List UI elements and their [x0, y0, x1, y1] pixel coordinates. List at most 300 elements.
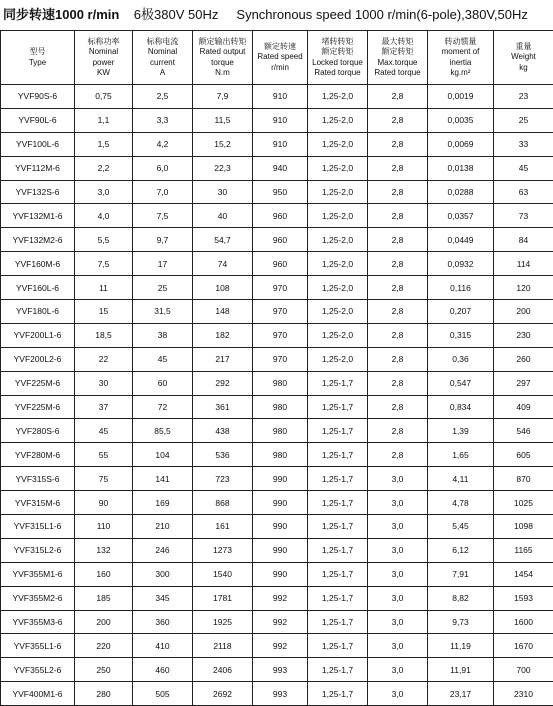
- table-row: [1, 658, 553, 682]
- table-cell: 2,8: [368, 204, 428, 228]
- table-cell: 1925: [193, 610, 253, 634]
- table-cell: 31,5: [133, 300, 193, 324]
- table-cell: 2,8: [368, 300, 428, 324]
- table-cell: 30: [75, 371, 133, 395]
- table-cell: 3,0: [75, 180, 133, 204]
- table-cell: 2,8: [368, 85, 428, 109]
- table-cell: 1,25-2,0: [308, 108, 368, 132]
- table-cell: 361: [193, 395, 253, 419]
- table-row: [1, 467, 553, 491]
- table-row: [1, 347, 553, 371]
- table-cell: 910: [253, 132, 308, 156]
- table-cell: 990: [253, 491, 308, 515]
- table-cell: 25: [133, 276, 193, 300]
- column-header-line: Nominal: [75, 47, 132, 58]
- column-header-line: Rated torque: [308, 68, 367, 79]
- table-cell: 992: [253, 610, 308, 634]
- motor-spec-table: [0, 30, 553, 706]
- table-cell: YVF90S-6: [1, 85, 75, 109]
- table-cell: 3,0: [368, 562, 428, 586]
- table-cell: 4,11: [428, 467, 494, 491]
- table-cell: 2,8: [368, 252, 428, 276]
- table-cell: 2,8: [368, 132, 428, 156]
- table-cell: 1,25-1,7: [308, 658, 368, 682]
- table-row: [1, 276, 553, 300]
- table-cell: 104: [133, 443, 193, 467]
- table-cell: 3,0: [368, 515, 428, 539]
- table-cell: 980: [253, 395, 308, 419]
- column-header-line: 标称电流: [133, 37, 192, 48]
- column-header-line: kg.m²: [428, 68, 493, 79]
- table-cell: 2,8: [368, 419, 428, 443]
- table-cell: 8,82: [428, 586, 494, 610]
- table-cell: 6,0: [133, 156, 193, 180]
- table-cell: 3,0: [368, 586, 428, 610]
- table-row: [1, 323, 553, 347]
- table-cell: 63: [494, 180, 553, 204]
- table-cell: 1,25-2,0: [308, 347, 368, 371]
- table-row: [1, 538, 553, 562]
- column-header: [193, 31, 253, 85]
- table-cell: 182: [193, 323, 253, 347]
- table-cell: YVF180L-6: [1, 300, 75, 324]
- table-cell: 2,8: [368, 228, 428, 252]
- table-cell: YVF112M-6: [1, 156, 75, 180]
- column-header-line: 最大转矩: [368, 37, 427, 48]
- column-header-line: KW: [75, 68, 132, 79]
- table-cell: 7,5: [133, 204, 193, 228]
- table-cell: 2,8: [368, 156, 428, 180]
- table-cell: 11: [75, 276, 133, 300]
- table-cell: 246: [133, 538, 193, 562]
- table-cell: 260: [494, 347, 553, 371]
- table-row: [1, 586, 553, 610]
- table-cell: 980: [253, 419, 308, 443]
- column-header: [308, 31, 368, 85]
- table-cell: 960: [253, 228, 308, 252]
- table-cell: 950: [253, 180, 308, 204]
- table-cell: 40: [193, 204, 253, 228]
- table-cell: 4,2: [133, 132, 193, 156]
- table-cell: 990: [253, 467, 308, 491]
- table-row: [1, 252, 553, 276]
- table-cell: 1,25-2,0: [308, 204, 368, 228]
- table-cell: 7,91: [428, 562, 494, 586]
- column-header-line: 标称功率: [75, 37, 132, 48]
- table-cell: 990: [253, 538, 308, 562]
- table-cell: 1,25-2,0: [308, 228, 368, 252]
- table-cell: 148: [193, 300, 253, 324]
- table-cell: 3,0: [368, 610, 428, 634]
- table-cell: 292: [193, 371, 253, 395]
- table-cell: 220: [75, 634, 133, 658]
- title-spec-cn: 6极380V 50Hz: [134, 7, 219, 22]
- table-cell: 360: [133, 610, 193, 634]
- table-cell: 2,8: [368, 395, 428, 419]
- table-cell: 1,25-1,7: [308, 491, 368, 515]
- table-row: [1, 562, 553, 586]
- table-cell: 15: [75, 300, 133, 324]
- table-cell: 1,25-2,0: [308, 276, 368, 300]
- table-cell: 73: [494, 204, 553, 228]
- table-cell: 0,0019: [428, 85, 494, 109]
- table-cell: 0,0932: [428, 252, 494, 276]
- table-cell: 1,5: [75, 132, 133, 156]
- table-cell: 2310: [494, 682, 553, 706]
- table-cell: 22: [75, 347, 133, 371]
- table-cell: 37: [75, 395, 133, 419]
- table-cell: 1,25-1,7: [308, 610, 368, 634]
- column-header: [253, 31, 308, 85]
- table-cell: 11,91: [428, 658, 494, 682]
- table-cell: 0,547: [428, 371, 494, 395]
- table-cell: 45: [133, 347, 193, 371]
- table-cell: YVF100L-6: [1, 132, 75, 156]
- table-cell: 1098: [494, 515, 553, 539]
- column-header-line: A: [133, 68, 192, 79]
- table-cell: 2,2: [75, 156, 133, 180]
- table-cell: 0,0069: [428, 132, 494, 156]
- table-cell: 23,17: [428, 682, 494, 706]
- column-header: [428, 31, 494, 85]
- table-cell: 0,207: [428, 300, 494, 324]
- table-cell: 2406: [193, 658, 253, 682]
- table-cell: 0,834: [428, 395, 494, 419]
- header-row: [1, 31, 553, 85]
- table-cell: 3,3: [133, 108, 193, 132]
- table-cell: 409: [494, 395, 553, 419]
- table-cell: 1,25-2,0: [308, 85, 368, 109]
- table-cell: 1,25-1,7: [308, 586, 368, 610]
- table-cell: YVF315L1-6: [1, 515, 75, 539]
- table-cell: 25: [494, 108, 553, 132]
- table-cell: 1273: [193, 538, 253, 562]
- table-cell: YVF225M-6: [1, 371, 75, 395]
- table-cell: YVF355M1-6: [1, 562, 75, 586]
- table-cell: 546: [494, 419, 553, 443]
- table-cell: 280: [75, 682, 133, 706]
- table-cell: 1540: [193, 562, 253, 586]
- table-cell: 45: [75, 419, 133, 443]
- table-cell: 11,5: [193, 108, 253, 132]
- table-cell: 0,36: [428, 347, 494, 371]
- table-cell: 9,73: [428, 610, 494, 634]
- column-header-line: Locked torque: [308, 58, 367, 69]
- table-cell: 75: [75, 467, 133, 491]
- table-cell: 2,8: [368, 180, 428, 204]
- table-row: [1, 108, 553, 132]
- column-header: [494, 31, 553, 85]
- table-row: [1, 443, 553, 467]
- table-cell: 1,25-2,0: [308, 180, 368, 204]
- table-cell: 1,25-1,7: [308, 682, 368, 706]
- table-cell: 60: [133, 371, 193, 395]
- table-cell: 1670: [494, 634, 553, 658]
- column-header-line: Type: [1, 58, 74, 69]
- table-cell: 605: [494, 443, 553, 467]
- table-cell: 0,75: [75, 85, 133, 109]
- table-cell: 910: [253, 108, 308, 132]
- table-cell: 2,8: [368, 323, 428, 347]
- table-cell: YVF132S-6: [1, 180, 75, 204]
- table-cell: 54,7: [193, 228, 253, 252]
- table-cell: YVF315M-6: [1, 491, 75, 515]
- table-cell: YVF315S-6: [1, 467, 75, 491]
- table-row: [1, 300, 553, 324]
- table-cell: 0,315: [428, 323, 494, 347]
- table-cell: 3,0: [368, 682, 428, 706]
- table-row: [1, 156, 553, 180]
- column-header-line: 额定转矩: [368, 47, 427, 58]
- table-cell: YVF200L1-6: [1, 323, 75, 347]
- table-cell: 84: [494, 228, 553, 252]
- table-row: [1, 371, 553, 395]
- table-cell: YVF160M-6: [1, 252, 75, 276]
- column-header-line: inertia: [428, 58, 493, 69]
- table-cell: 250: [75, 658, 133, 682]
- table-cell: 7,5: [75, 252, 133, 276]
- table-cell: 1,25-1,7: [308, 467, 368, 491]
- table-cell: 3,0: [368, 491, 428, 515]
- table-cell: 1,25-1,7: [308, 371, 368, 395]
- table-cell: 2,5: [133, 85, 193, 109]
- table-cell: 992: [253, 586, 308, 610]
- table-cell: 161: [193, 515, 253, 539]
- column-header-line: Rated torque: [368, 68, 427, 79]
- column-header-line: 堵转转矩: [308, 37, 367, 48]
- table-cell: 992: [253, 634, 308, 658]
- table-row: [1, 515, 553, 539]
- table-cell: 1165: [494, 538, 553, 562]
- table-cell: 460: [133, 658, 193, 682]
- table-cell: 1,25-2,0: [308, 132, 368, 156]
- table-cell: 210: [133, 515, 193, 539]
- table-cell: 5,45: [428, 515, 494, 539]
- table-cell: 169: [133, 491, 193, 515]
- table-cell: YVF225M-6: [1, 395, 75, 419]
- table-cell: 200: [75, 610, 133, 634]
- column-header-line: 额定输出转矩: [193, 37, 252, 48]
- table-cell: 870: [494, 467, 553, 491]
- column-header-line: 型号: [1, 47, 74, 58]
- table-cell: 4,0: [75, 204, 133, 228]
- table-cell: 1,25-1,7: [308, 515, 368, 539]
- title-cn: 同步转速1000 r/min: [3, 7, 119, 22]
- table-cell: 700: [494, 658, 553, 682]
- table-cell: 1781: [193, 586, 253, 610]
- table-cell: 3,0: [368, 658, 428, 682]
- table-cell: 505: [133, 682, 193, 706]
- table-cell: 45: [494, 156, 553, 180]
- table-row: [1, 395, 553, 419]
- table-cell: 38: [133, 323, 193, 347]
- column-header-line: Max.torque: [368, 58, 427, 69]
- table-cell: 2,8: [368, 443, 428, 467]
- table-row: [1, 419, 553, 443]
- table-row: [1, 132, 553, 156]
- table-cell: 23: [494, 85, 553, 109]
- table-body: [1, 85, 553, 706]
- table-cell: 5,5: [75, 228, 133, 252]
- table-cell: 7,9: [193, 85, 253, 109]
- table-cell: 110: [75, 515, 133, 539]
- column-header-line: power: [75, 58, 132, 69]
- table-cell: 723: [193, 467, 253, 491]
- table-cell: 536: [193, 443, 253, 467]
- table-cell: 9,7: [133, 228, 193, 252]
- column-header-line: kg: [494, 63, 553, 74]
- table-cell: YVF160L-6: [1, 276, 75, 300]
- table-row: [1, 610, 553, 634]
- table-cell: YVF280M-6: [1, 443, 75, 467]
- table-cell: 1,39: [428, 419, 494, 443]
- table-row: [1, 228, 553, 252]
- table-cell: YVF200L2-6: [1, 347, 75, 371]
- table-cell: 1,25-1,7: [308, 538, 368, 562]
- table-cell: YVF355L1-6: [1, 634, 75, 658]
- column-header: [133, 31, 193, 85]
- table-cell: 0,0357: [428, 204, 494, 228]
- table-cell: 0,116: [428, 276, 494, 300]
- table-cell: 0,0035: [428, 108, 494, 132]
- table-cell: 22,3: [193, 156, 253, 180]
- table-cell: YVF132M2-6: [1, 228, 75, 252]
- table-cell: 970: [253, 276, 308, 300]
- table-row: [1, 682, 553, 706]
- table-cell: 2,8: [368, 108, 428, 132]
- table-cell: 970: [253, 300, 308, 324]
- table-cell: 7,0: [133, 180, 193, 204]
- table-cell: 15,2: [193, 132, 253, 156]
- table-cell: 132: [75, 538, 133, 562]
- table-cell: 74: [193, 252, 253, 276]
- table-cell: 910: [253, 85, 308, 109]
- table-cell: 3,0: [368, 634, 428, 658]
- table-cell: 1600: [494, 610, 553, 634]
- table-row: [1, 634, 553, 658]
- table-cell: 4,78: [428, 491, 494, 515]
- table-cell: 33: [494, 132, 553, 156]
- table-cell: 230: [494, 323, 553, 347]
- table-cell: 1454: [494, 562, 553, 586]
- column-header-line: Rated speed: [253, 52, 307, 63]
- table-cell: 18,5: [75, 323, 133, 347]
- table-cell: 1,25-1,7: [308, 395, 368, 419]
- table-cell: 1,1: [75, 108, 133, 132]
- table-cell: 108: [193, 276, 253, 300]
- table-cell: 993: [253, 682, 308, 706]
- table-cell: 30: [193, 180, 253, 204]
- table-cell: 0,0449: [428, 228, 494, 252]
- column-header-line: 额定转速: [253, 42, 307, 53]
- table-cell: YVF355M2-6: [1, 586, 75, 610]
- table-cell: 0,0288: [428, 180, 494, 204]
- table-cell: 345: [133, 586, 193, 610]
- table-cell: 297: [494, 371, 553, 395]
- title-en: Synchronous speed 1000 r/min(6-pole),380V,50Hz: [236, 7, 527, 22]
- table-cell: 960: [253, 204, 308, 228]
- column-header-line: Weight: [494, 52, 553, 63]
- table-cell: YVF132M1-6: [1, 204, 75, 228]
- table-cell: 160: [75, 562, 133, 586]
- column-header-line: N.m: [193, 68, 252, 79]
- table-cell: YVF90L-6: [1, 108, 75, 132]
- column-header-line: moment of: [428, 47, 493, 58]
- table-cell: 85,5: [133, 419, 193, 443]
- table-cell: 2,8: [368, 347, 428, 371]
- column-header-line: 额定转矩: [308, 47, 367, 58]
- column-header-line: Nominal: [133, 47, 192, 58]
- table-cell: 72: [133, 395, 193, 419]
- table-cell: 1,25-1,7: [308, 562, 368, 586]
- table-cell: 1,25-2,0: [308, 252, 368, 276]
- table-cell: 990: [253, 515, 308, 539]
- column-header-line: current: [133, 58, 192, 69]
- table-cell: YVF355M3-6: [1, 610, 75, 634]
- table-cell: 200: [494, 300, 553, 324]
- column-header: [75, 31, 133, 85]
- table-cell: 990: [253, 562, 308, 586]
- table-cell: 970: [253, 323, 308, 347]
- table-cell: 2,8: [368, 371, 428, 395]
- table-cell: 3,0: [368, 538, 428, 562]
- column-header-line: r/min: [253, 63, 307, 74]
- table-cell: 2118: [193, 634, 253, 658]
- column-header: [1, 31, 75, 85]
- table-cell: 970: [253, 347, 308, 371]
- table-cell: 2,8: [368, 276, 428, 300]
- table-cell: 6,12: [428, 538, 494, 562]
- table-cell: 217: [193, 347, 253, 371]
- column-header-line: 转动惯量: [428, 37, 493, 48]
- table-cell: 300: [133, 562, 193, 586]
- table-cell: 960: [253, 252, 308, 276]
- table-cell: YVF315L2-6: [1, 538, 75, 562]
- table-cell: 3,0: [368, 467, 428, 491]
- table-cell: 2692: [193, 682, 253, 706]
- table-cell: 0,0138: [428, 156, 494, 180]
- column-header-line: 重量: [494, 42, 553, 53]
- table-cell: 980: [253, 443, 308, 467]
- table-cell: 1,25-1,7: [308, 443, 368, 467]
- table-cell: 55: [75, 443, 133, 467]
- table-row: [1, 491, 553, 515]
- table-cell: 410: [133, 634, 193, 658]
- table-cell: YVF280S-6: [1, 419, 75, 443]
- table-cell: YVF355L2-6: [1, 658, 75, 682]
- column-header: [368, 31, 428, 85]
- table-row: [1, 180, 553, 204]
- table-cell: 1,25-1,7: [308, 419, 368, 443]
- table-cell: 141: [133, 467, 193, 491]
- table-cell: 120: [494, 276, 553, 300]
- table-cell: YVF400M1-6: [1, 682, 75, 706]
- table-cell: 1,25-2,0: [308, 156, 368, 180]
- table-cell: 185: [75, 586, 133, 610]
- table-row: [1, 85, 553, 109]
- table-cell: 1,25-2,0: [308, 300, 368, 324]
- table-cell: 1,25-1,7: [308, 634, 368, 658]
- table-row: [1, 204, 553, 228]
- table-cell: 17: [133, 252, 193, 276]
- table-cell: 1025: [494, 491, 553, 515]
- table-cell: 993: [253, 658, 308, 682]
- page-title: [0, 0, 553, 30]
- table-cell: 940: [253, 156, 308, 180]
- table-cell: 11,19: [428, 634, 494, 658]
- column-header-line: torque: [193, 58, 252, 69]
- table-cell: 868: [193, 491, 253, 515]
